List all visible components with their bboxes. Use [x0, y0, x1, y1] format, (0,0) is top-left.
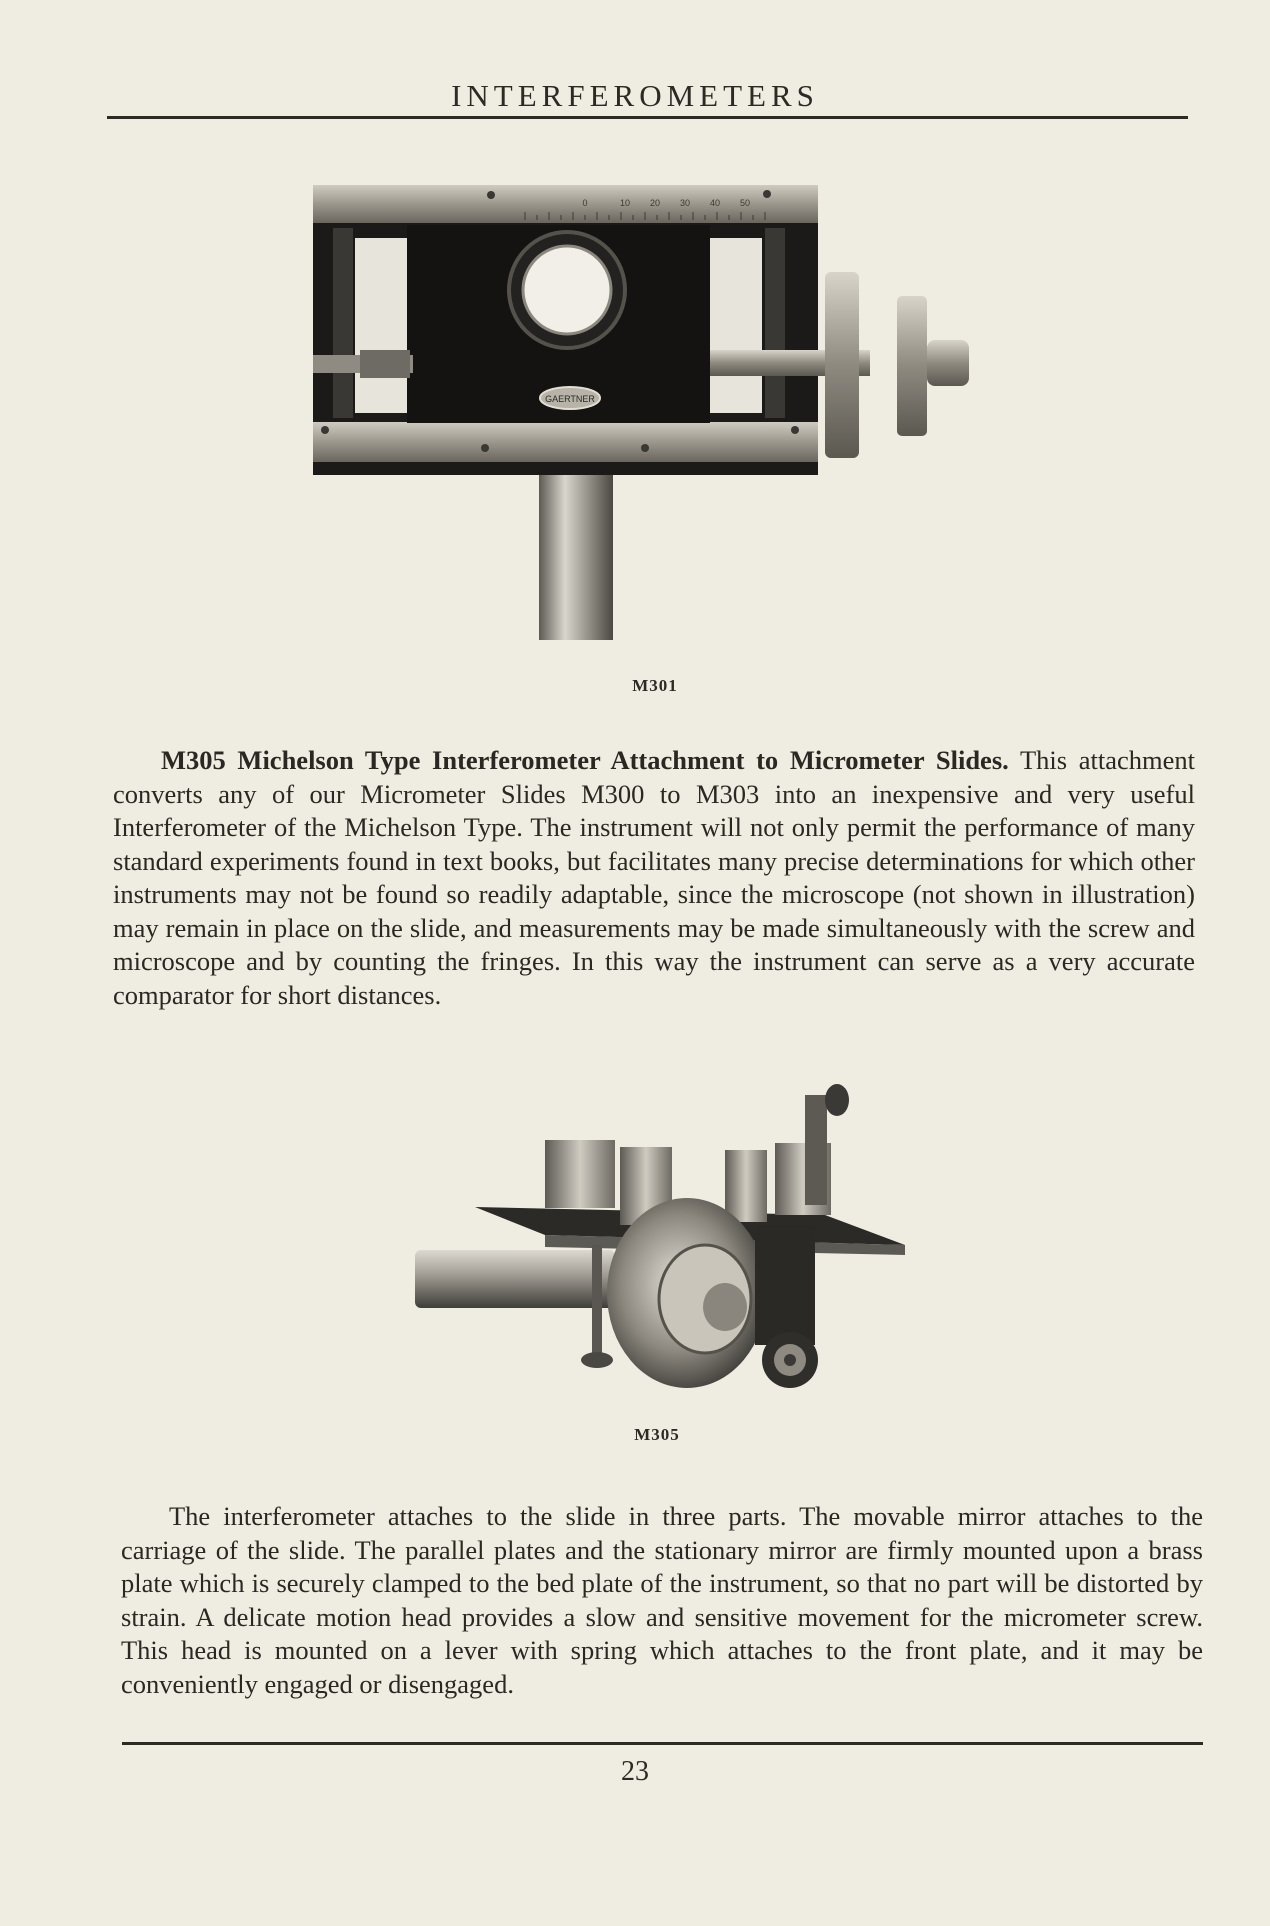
- paragraph-attachment-body: The interferometer attaches to the slide in three parts. The movable mirror attaches to the carriage of the slide. The parallel plates and the stationary mirror are firmly mounted upon a brass plate which is securely clamped to the bed plate of the instrument, so that no part will be distorted by strain. A delicate motion head provides a slow and sensitive movement for the micrometer screw. This head is mounted on a lever with spring which attaches to the front plate, and it may be conveniently engaged or disengaged.: [121, 1501, 1203, 1699]
- figure-m305-caption: M305: [634, 1425, 680, 1444]
- scale-label-50: 50: [739, 198, 751, 208]
- paragraph-m305-lead: M305 Michelson Type Interferometer Attachment to Micrometer Slides.: [161, 745, 1009, 775]
- maker-mark-text: GAERTNER: [545, 394, 595, 404]
- paragraph-m305-body: This attachment converts any of our Micrometer Slides M300 to M303 into an inexpensive and very useful Interferometer of the Michelson Type. The instrument will not only permit the performance of many standard experiments found in text books, but facilitates many precise determinations for which other instruments may not be found so readily adaptable, since the microscope (not shown in illustration) may remain in place on the slide, and measurements may be made simultaneously with the screw and microscope and by counting the fringes. In this way the instrument can serve as a very accurate comparator for short distances.: [113, 745, 1195, 1010]
- page-number: 23: [621, 1756, 649, 1787]
- scale-label-40: 40: [709, 198, 721, 208]
- scale-label-30: 30: [679, 198, 691, 208]
- figure-m305-photo: [405, 1075, 925, 1415]
- header-rule: [107, 116, 1188, 119]
- running-head: INTERFEROMETERS: [451, 78, 819, 113]
- scale-label-0: 0: [582, 198, 588, 208]
- paragraph-m305-description: [113, 744, 1195, 1012]
- paragraph-attachment-details: [121, 1500, 1203, 1701]
- footer-rule: [122, 1742, 1203, 1745]
- figure-m301-photo: [305, 180, 985, 655]
- scale-label-10: 10: [619, 198, 631, 208]
- scale-label-20: 20: [649, 198, 661, 208]
- figure-m301-caption: M301: [632, 676, 678, 695]
